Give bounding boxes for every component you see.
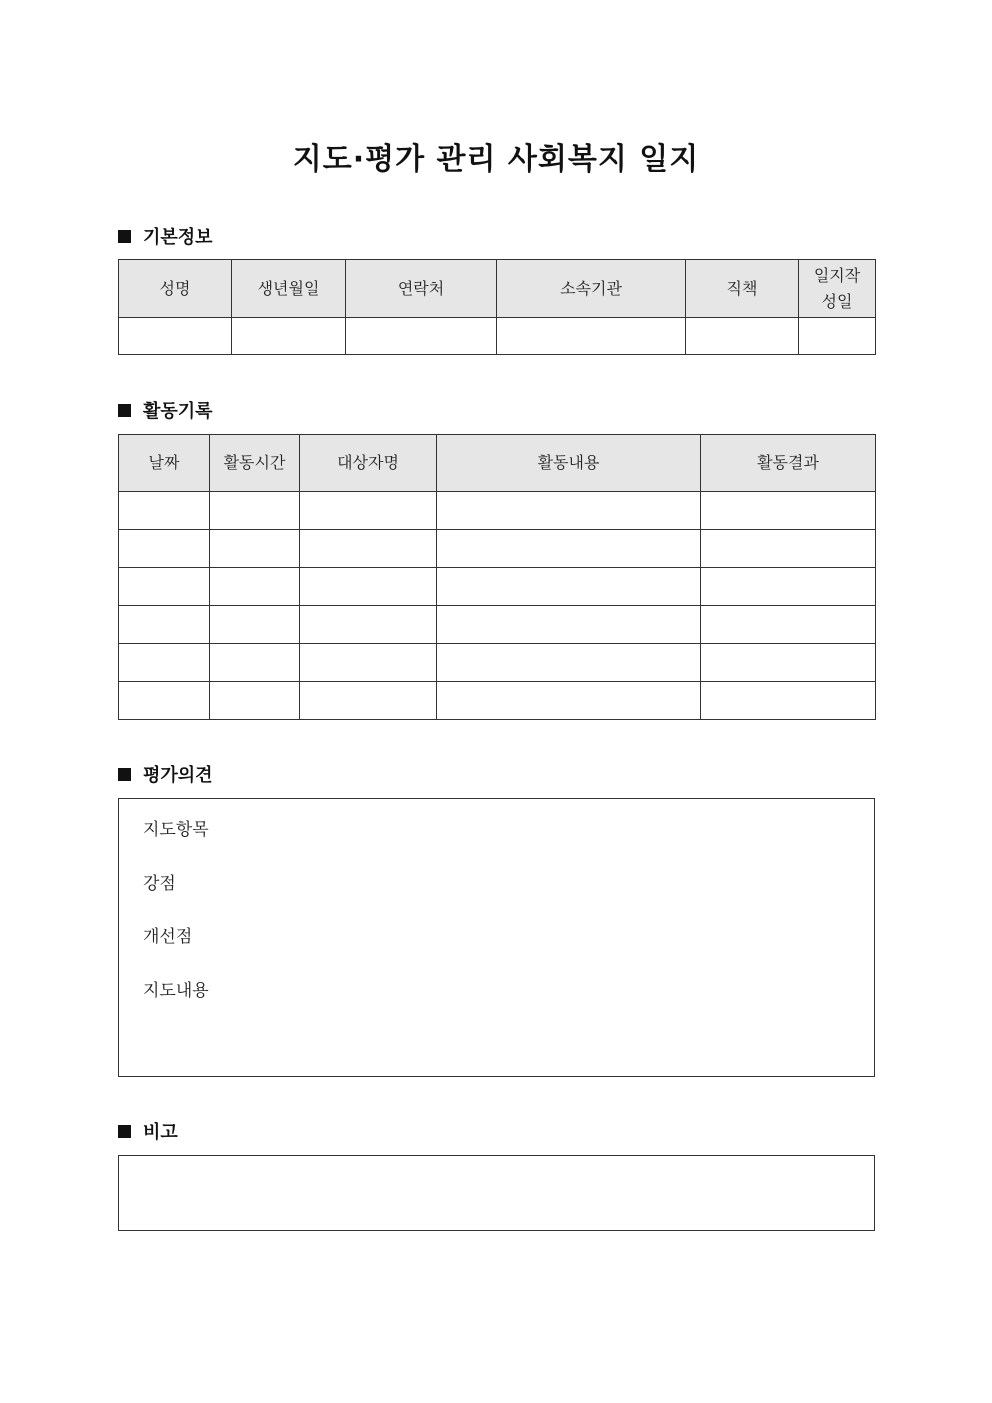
guidance-item-label: 지도항목 (143, 820, 209, 840)
date-cell[interactable] (119, 682, 210, 720)
basic-info-heading-label: 기본정보 (143, 227, 213, 248)
square-bullet-icon (118, 768, 131, 781)
result-cell[interactable] (701, 644, 876, 682)
client-cell[interactable] (300, 530, 437, 568)
table-row (119, 606, 876, 644)
birthdate-cell[interactable] (232, 318, 346, 355)
client-cell[interactable] (300, 606, 437, 644)
evaluation-heading-label: 평가의견 (143, 765, 213, 786)
basic-info-table (118, 259, 876, 355)
position-cell[interactable] (686, 318, 799, 355)
improvements-label: 개선점 (143, 927, 193, 947)
square-bullet-icon (118, 230, 131, 243)
page-title: 지도·평가 관리 사회복지 일지 (292, 142, 700, 177)
header-activity-content: 활동내용 (437, 435, 701, 492)
header-birthdate: 생년월일 (232, 260, 346, 318)
header-log-date: 일지작 성일 (799, 260, 876, 318)
square-bullet-icon (118, 1125, 131, 1138)
table-row (119, 530, 876, 568)
client-cell[interactable] (300, 682, 437, 720)
time-cell[interactable] (210, 530, 300, 568)
result-cell[interactable] (701, 682, 876, 720)
content-cell[interactable] (437, 492, 701, 530)
table-row (119, 492, 876, 530)
remarks-box[interactable] (118, 1155, 875, 1231)
remarks-heading-label: 비고 (143, 1122, 178, 1143)
content-cell[interactable] (437, 644, 701, 682)
content-cell[interactable] (437, 606, 701, 644)
table-row (119, 568, 876, 606)
date-cell[interactable] (119, 530, 210, 568)
date-cell[interactable] (119, 644, 210, 682)
result-cell[interactable] (701, 492, 876, 530)
evaluation-heading (118, 761, 213, 787)
basic-info-data-row (119, 318, 876, 355)
content-cell[interactable] (437, 568, 701, 606)
content-cell[interactable] (437, 682, 701, 720)
log-date-cell[interactable] (799, 318, 876, 355)
evaluation-box[interactable] (118, 798, 875, 1077)
result-cell[interactable] (701, 530, 876, 568)
result-cell[interactable] (701, 568, 876, 606)
client-cell[interactable] (300, 568, 437, 606)
contact-cell[interactable] (346, 318, 497, 355)
time-cell[interactable] (210, 606, 300, 644)
header-name: 성명 (119, 260, 232, 318)
date-cell[interactable] (119, 568, 210, 606)
time-cell[interactable] (210, 644, 300, 682)
activity-heading-label: 활동기록 (143, 401, 213, 422)
time-cell[interactable] (210, 682, 300, 720)
client-cell[interactable] (300, 644, 437, 682)
table-row (119, 682, 876, 720)
activity-header-row (119, 435, 876, 492)
header-activity-result: 활동결과 (701, 435, 876, 492)
guidance-content-label: 지도내용 (143, 980, 209, 1001)
result-cell[interactable] (701, 606, 876, 644)
time-cell[interactable] (210, 568, 300, 606)
header-contact: 연락처 (346, 260, 497, 318)
organization-cell[interactable] (497, 318, 686, 355)
remarks-heading (118, 1118, 178, 1144)
basic-info-header-row (119, 260, 876, 318)
time-cell[interactable] (210, 492, 300, 530)
header-organization: 소속기관 (497, 260, 686, 318)
header-position: 직책 (686, 260, 799, 318)
square-bullet-icon (118, 404, 131, 417)
header-client-name: 대상자명 (300, 435, 437, 492)
activity-table (118, 434, 876, 720)
basic-info-heading (118, 223, 213, 249)
header-activity-time: 활동시간 (210, 435, 300, 492)
strengths-label: 강점 (143, 873, 176, 894)
name-cell[interactable] (119, 318, 232, 355)
date-cell[interactable] (119, 606, 210, 644)
header-date: 날짜 (119, 435, 210, 492)
date-cell[interactable] (119, 492, 210, 530)
activity-heading (118, 397, 213, 423)
table-row (119, 644, 876, 682)
client-cell[interactable] (300, 492, 437, 530)
content-cell[interactable] (437, 530, 701, 568)
